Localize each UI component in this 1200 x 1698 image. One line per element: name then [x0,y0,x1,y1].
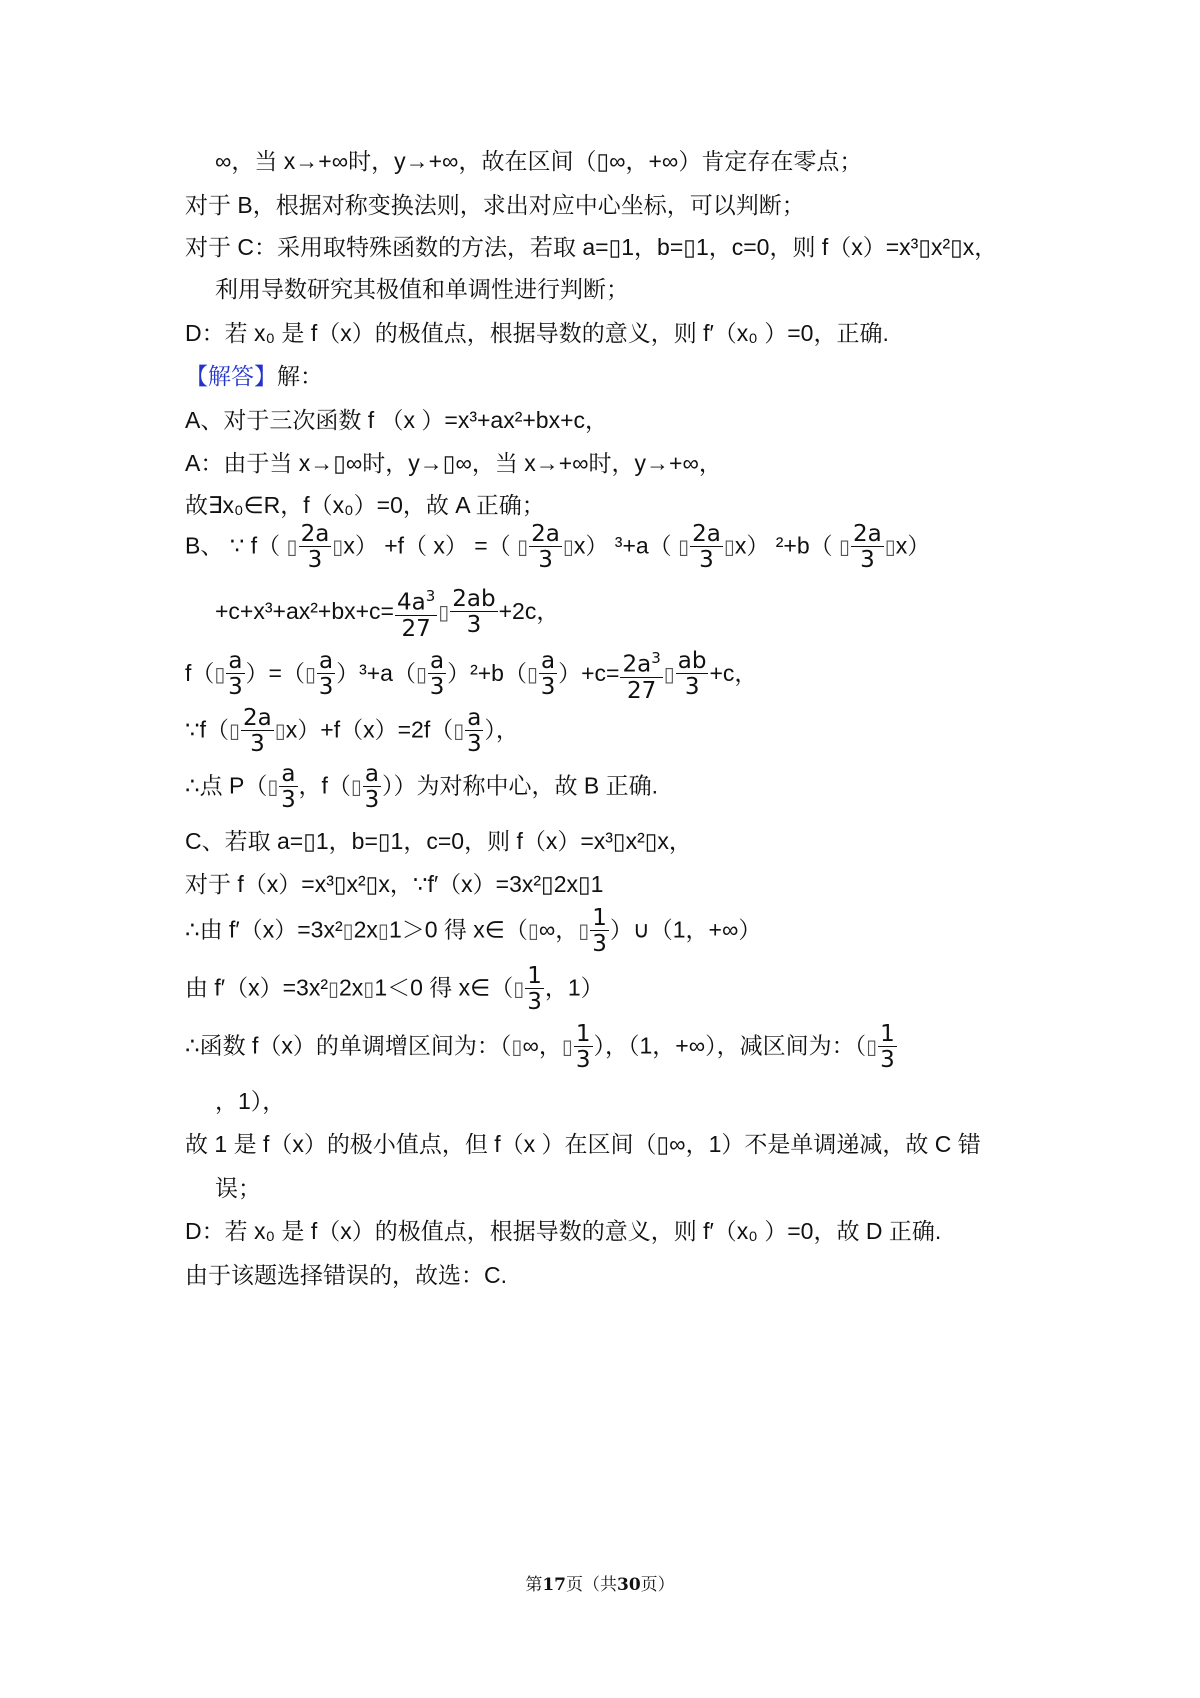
solution-line-c5: ∴函数 f（x）的单调增区间为：（▯∞，▯ $\frac{1}{3}$ ），（1，+∞），减区间为：（▯ $\frac{1}{3}$ [185,1021,895,1073]
analysis-line-4: 利用导数研究其极值和单调性进行判断； [215,276,629,302]
solution-line-c1: C、若取 a=▯1，b=▯1，c=0，则 f（x）=x³▯x²▯x， [185,828,692,854]
fraction: $\frac{a}{3}$ [429,648,445,701]
fraction: $\frac{a}{3}$ [540,648,556,701]
footer-mid: 页（共 [566,1575,617,1595]
fraction: $\frac{2a}{3}$ [531,521,560,573]
fraction: $\frac{2a}{3}$ [853,521,882,573]
fraction: $\frac{4a^3}{27}$ [395,584,437,642]
solution-line-b4: ∵f（▯ $\frac{2a}{3}$ ▯x）+f（x）=2f（▯ $\frac{a}{3}$ ）， [185,705,519,757]
solution-line-a2: A：由于当 x→▯∞时，y→▯∞，当 x→+∞时，y→+∞， [185,450,722,476]
solution-conclusion: 由于该题选择错误的，故选：C. [185,1262,507,1288]
fraction: $\frac{1}{3}$ [880,1021,895,1073]
fraction: $\frac{a}{3}$ [318,648,334,701]
fraction: $\frac{2a^3}{27}$ [620,646,662,704]
solution-line-c8: 误； [215,1175,261,1201]
footer-suffix: 页） [640,1575,675,1595]
solution-line-b3: f（▯ $\frac{a}{3}$ ）=（▯ $\frac{a}{3}$ ）³+a（▯ $\frac{a}{3}$ ）²+b（▯ $\frac{a}{3}$ ）+c= $\frac{2a^3}{27}$ ▯ $\frac{ab}{3}$ +c， [185,646,757,704]
fraction: $\frac{2ab}{3}$ [452,586,496,639]
analysis-line-5: D：若 x₀ 是 f（x）的极值点，根据导数的意义，则 f′（x₀ ）=0，正确. [185,320,889,346]
footer-prefix: 第 [525,1575,543,1595]
fraction: $\frac{a}{3}$ [281,761,296,813]
solution-line-b5: ∴点 P（▯ $\frac{a}{3}$ ，f（▯ $\frac{a}{3}$ ））为对称中心，故 B 正确. [185,761,659,813]
solution-line-c7: 故 1 是 f（x）的极小值点，但 f（x ）在区间（▯∞，1）不是单调递减，故 C 错 [185,1131,981,1157]
solution-start: 解： [277,363,323,389]
fraction: $\frac{2a}{3}$ [243,705,272,757]
answer-tag: 【解答】 [185,363,277,389]
solution-heading [185,361,323,391]
solution-line-c3: ∴由 f′（x）=3x²▯2x▯1＞0 得 x∈（▯∞，▯ $\frac{1}{3}$ ）∪（1，+∞） [185,905,762,957]
analysis-line-3: 对于 C：采用取特殊函数的方法，若取 a=▯1，b=▯1，c=0，则 f（x）=x³▯x²▯x， [185,234,998,260]
fraction: $\frac{ab}{3}$ [677,648,707,701]
fraction: $\frac{a}{3}$ [228,648,243,701]
solution-line-a3: 故∃x₀∈R，f（x₀）=0，故 A 正确； [185,492,545,518]
fraction: $\frac{2a}{3}$ [692,521,721,573]
solution-line-d: D：若 x₀ 是 f（x）的极值点，根据导数的意义，则 f′（x₀ ）=0，故 D 正确. [185,1218,942,1244]
analysis-line-1: ∞，当 x→+∞时，y→+∞，故在区间（▯∞，+∞）肯定存在零点； [215,148,863,174]
analysis-line-2: 对于 B，根据对称变换法则，求出对应中心坐标，可以判断； [185,192,805,218]
page-footer [0,1570,1200,1595]
solution-line-c2: 对于 f（x）=x³▯x²▯x，∵f′（x）=3x²▯2x▯1 [185,871,604,897]
solution-line-b2: +c+x³+ax²+bx+c= $\frac{4a^3}{27}$ ▯ $\frac{2ab}{3}$ +2c， [215,584,559,642]
solution-line-a1: A、对于三次函数 f （x ）=x³+ax²+bx+c， [185,407,609,433]
fraction: $\frac{a}{3}$ [466,705,482,757]
solution-line-c6: ，1）， [215,1088,286,1114]
fraction: $\frac{1}{3}$ [527,963,542,1015]
fraction: $\frac{a}{3}$ [364,761,380,813]
solution-line-b1: B、 ∵ f（ ▯ $\frac{2a}{3}$ ▯x） +f（ x） =（ ▯ $\frac{2a}{3}$ ▯x） ³+a（ ▯ $\frac{2a}{3}$ ▯x） ²+b（ ▯ $\frac{2a}{3}$ ▯x） [185,521,931,573]
fraction: $\frac{1}{3}$ [592,905,607,957]
solution-line-c4: 由 f′（x）=3x²▯2x▯1＜0 得 x∈（▯ $\frac{1}{3}$ ，1） [185,963,604,1015]
fraction: $\frac{1}{3}$ [575,1021,591,1073]
fraction: $\frac{2a}{3}$ [300,521,330,573]
page-number: 17 [542,1575,566,1595]
page-total: 30 [617,1575,641,1595]
